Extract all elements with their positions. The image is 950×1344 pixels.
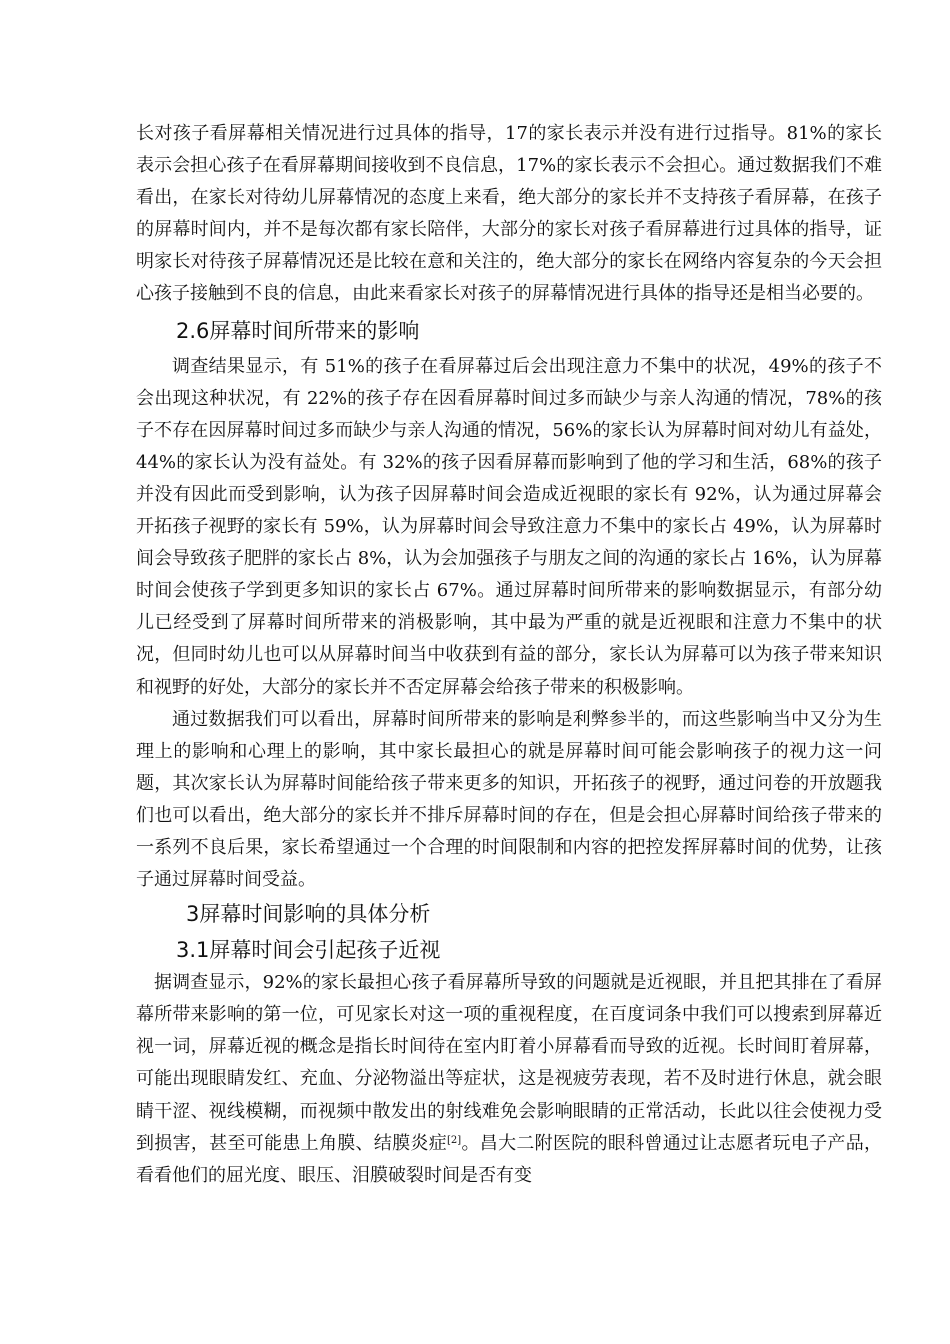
paragraph-impact-summary: 通过数据我们可以看出，屏幕时间所带来的影响是利弊参半的，而这些影响当中又分为生理上的影响和心理上的影响，其中家长最担心的就是屏幕时间可能会影响孩子的视力这一问题，其次家长认为屏幕时间能给孩子带来更多的知识，开拓孩子的视野，通过问卷的开放题我们也可以看出，绝大部分的家长并不排斥屏幕时间的存在，但是会担心屏幕时间给孩子带来的一系列不良后果，家长希望通过一个合理的时间限制和内容的把控发挥屏幕时间的优势，让孩子通过屏幕时间受益。 <box>136 708 882 891</box>
paragraph-myopia-text-a: 据调查显示，92%的家长最担心孩子看屏幕所导致的问题就是近视眼，并且把其排在了看屏幕所带来影响的第一位，可见家长对这一项的重视程度，在百度词条中我们可以搜索到屏幕近视一词，屏幕近视的概念是指长时间待在室内盯着小屏幕看而导致的近视。长时间盯着屏幕，可能出现眼睛发红、充血、分泌物溢出等症状，这是视疲劳表现，若不及时进行休息，就会眼睛干涩、视线模糊，而视频中散发出的射线难免会影响眼睛的正常活动，长此以往会使视力受到损害，甚至可能患上角膜、结膜炎症 <box>136 972 882 1154</box>
paragraph-myopia <box>136 967 882 1192</box>
paragraph-myopia-text-b: 。昌大二附医院的眼科曾通过让志愿者玩电子产品，看看他们的屈光度、眼压、泪膜破裂时间是否有变 <box>136 1132 883 1186</box>
document-page <box>136 118 882 1192</box>
section-heading-3: 3屏幕时间影响的具体分析 <box>186 902 431 927</box>
paragraph-parent-guidance: 长对孩子看屏幕相关情况进行过具体的指导，17的家长表示并没有进行过指导。81%的家长表示会担心孩子在看屏幕期间接收到不良信息，17%的家长表示不会担心。通过数据我们不难看出，在家长对待幼儿屏幕情况的态度上来看，绝大部分的家长并不支持孩子看屏幕，在孩子的屏幕时间内，并不是每次都有家长陪伴，大部分的家长对孩子看屏幕进行过具体的指导，证明家长对待孩子屏幕情况还是比较在意和关注的，绝大部分的家长在网络内容复杂的今天会担心孩子接触到不良的信息，由此来看家长对孩子的屏幕情况进行具体的指导还是相当必要的。 <box>136 123 882 305</box>
section-heading-3-1: 3.1屏幕时间会引起孩子近视 <box>176 938 441 963</box>
citation-ref: [2] <box>447 1134 462 1146</box>
section-heading-2-6: 2.6屏幕时间所带来的影响 <box>176 318 420 343</box>
paragraph-survey-results: 调查结果显示，有 51%的孩子在看屏幕过后会出现注意力不集中的状况，49%的孩子不会出现这种状况，有 22%的孩子存在因看屏幕时间过多而缺少与亲人沟通的情况，78%的孩子不存在因屏幕时间过多而缺少与亲人沟通的情况，56%的家长认为屏幕时间对幼儿有益处，44%的家长认为没有益处。有 32%的孩子因看屏幕而影响到了他的学习和生活，68%的孩子并没有因此而受到影响，认为孩子因屏幕时间会造成近视眼的家长有 92%，认为通过屏幕会开拓孩子视野的家长有 59%，认为屏幕时间会导致注意力不集中的家长占 49%，认为屏幕时间会导致孩子肥胖的家长占 8%，认为会加强孩子与朋友之间的沟通的家长占 16%，认为屏幕时间会使孩子学到更多知识的家长占 67%。通过屏幕时间所带来的影响数据显示，有部分幼儿已经受到了屏幕时间所带来的消极影响，其中最为严重的就是近视眼和注意力不集中的状况，但同时幼儿也可以从屏幕时间当中收获到有益的部分，家长认为屏幕可以为孩子带来知识和视野的好处，大部分的家长并不否定屏幕会给孩子带来的积极影响。 <box>136 355 883 698</box>
